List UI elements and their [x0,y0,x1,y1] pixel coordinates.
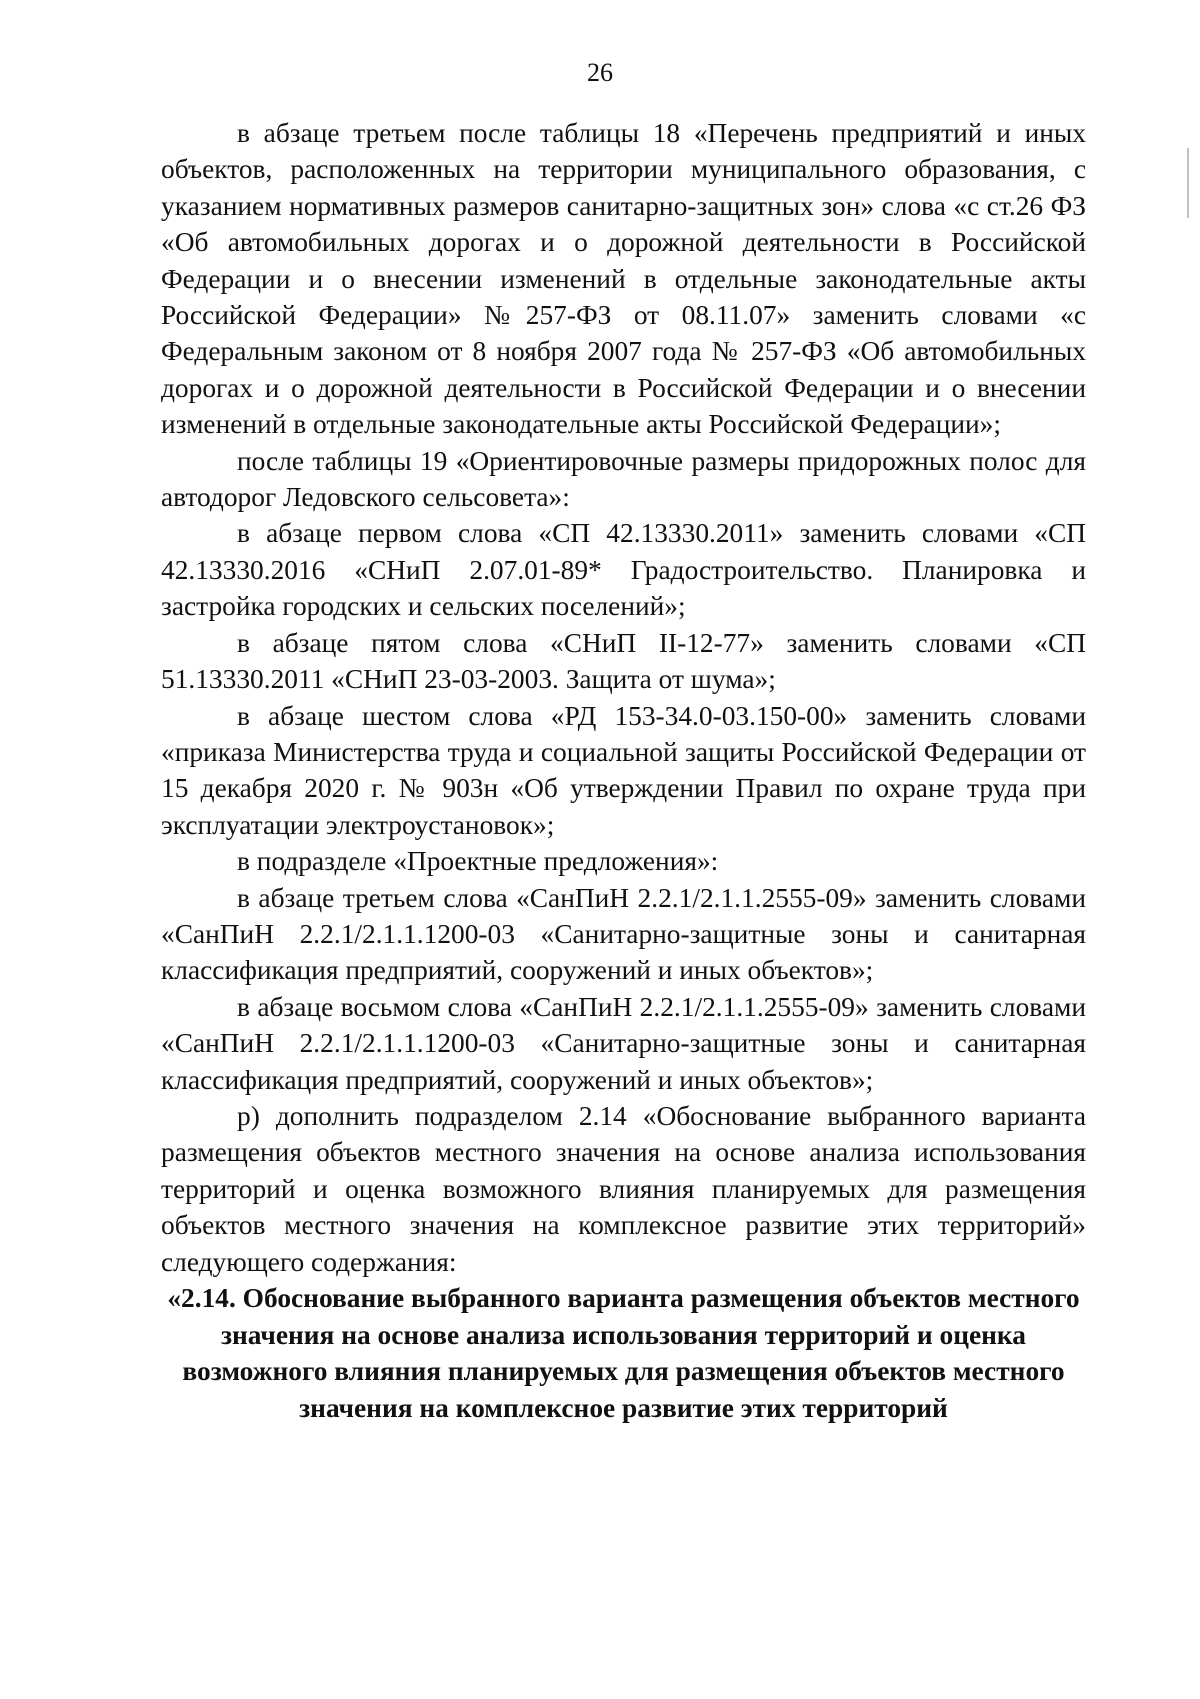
paragraph-2: после таблицы 19 «Ориентировочные размеры придорожных полос для автодорог Ледовского сельсовета»: [161,445,1086,513]
paragraph-8: в абзаце восьмом слова «СанПиН 2.2.1/2.1.1.2555-09» заменить словами «СанПиН 2.2.1/2.1.1.1200-03 «Санитарно-защитные зоны и санитарная классификация предприятий, сооружений и иных объектов»; [161,991,1086,1095]
scan-edge-mark [1187,148,1189,218]
page-number: 26 [587,58,613,87]
paragraph-7: в абзаце третьем слова «СанПиН 2.2.1/2.1.1.2555-09» заменить словами «СанПиН 2.2.1/2.1.1.1200-03 «Санитарно-защитные зоны и санитарная классификация предприятий, сооружений и иных объектов»; [161,882,1086,986]
document-body [161,115,1086,1426]
paragraph-5: в абзаце шестом слова «РД 153-34.0-03.150-00» заменить словами «приказа Министерства труда и социальной защиты Российской Федерации от 15 декабря 2020 г. № 903н «Об утверждении Правил по охране труда при эксплуатации электроустановок»; [161,700,1086,840]
paragraph-6: в подразделе «Проектные предложения»: [237,846,719,877]
paragraph-9: р) дополнить подразделом 2.14 «Обоснование выбранного варианта размещения объектов местного значения на основе анализа использования территорий и оценка возможного влияния планируемых для размещения объектов местного значения на комплексное развитие этих территорий» следующего содержания: [161,1100,1086,1277]
paragraph-3: в абзаце первом слова «СП 42.13330.2011» заменить словами «СП 42.13330.2016 «СНиП 2.07.01-89* Градостроительство. Планировка и застройка городских и сельских поселений»; [161,518,1086,622]
paragraph-4: в абзаце пятом слова «СНиП II-12-77» заменить словами «СП 51.13330.2011 «СНиП 23-03-2003. Защита от шума»; [161,627,1086,695]
paragraph-1: в абзаце третьем после таблицы 18 «Перечень предприятий и иных объектов, расположенных на территории муниципального образования, с указанием нормативных размеров санитарно-защитных зон» слова «с ст.26 ФЗ «Об автомобильных дорогах и о дорожной деятельности в Российской Федерации и о внесении изменений в отдельные законодательные акты Российской Федерации» №257-ФЗ от 08.11.07» заменить словами «с Федеральным законом от 8 ноября 2007 года № 257-ФЗ «Об автомобильных дорогах и о дорожной деятельности в Российской Федерации и о внесении изменений в отдельные законодательные акты Российской Федерации»; [161,118,1086,440]
section-heading: «2.14. Обоснование выбранного варианта размещения объектов местного значения на основе анализа использования территорий и оценка возможного влияния планируемых для размещения объектов местного значения на комплексное развитие этих территорий [167,1283,1080,1423]
